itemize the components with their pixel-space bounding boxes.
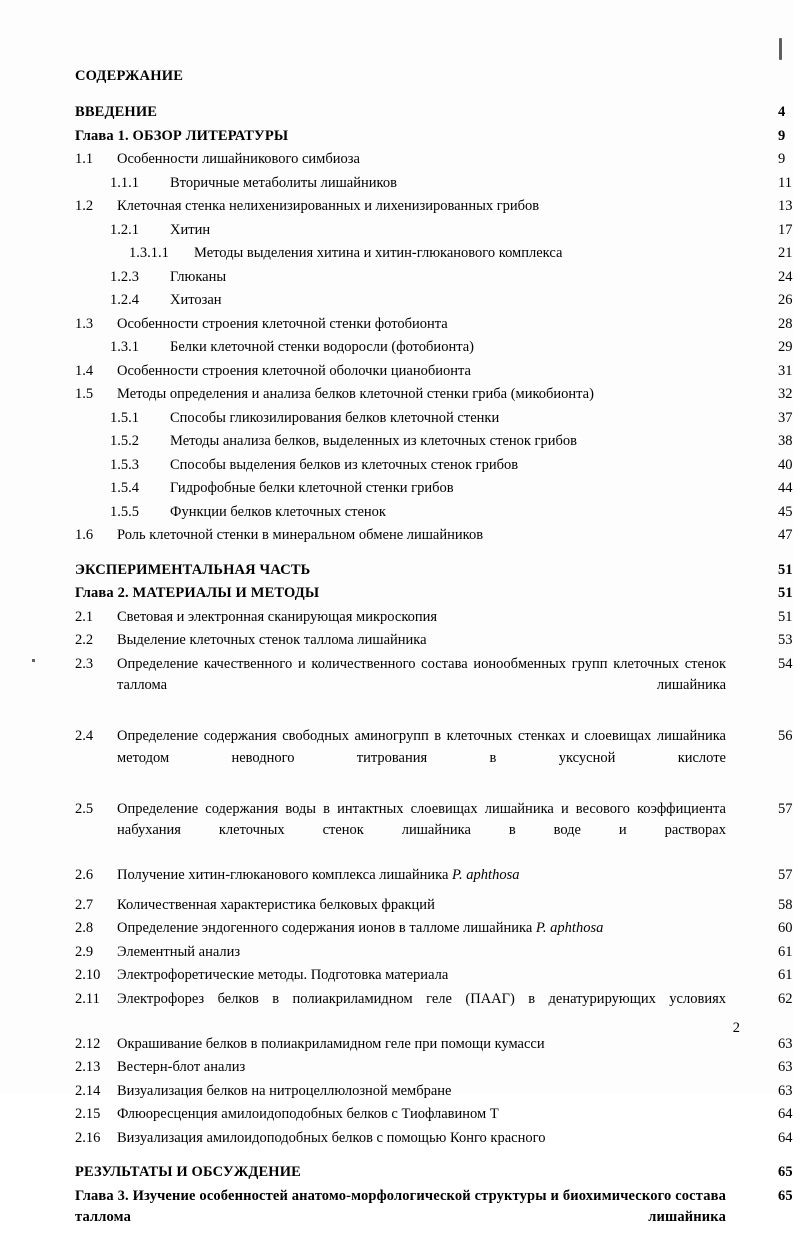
toc-entry-row[interactable] bbox=[75, 918, 793, 940]
toc-entry-label: Особенности строения клеточной стенки фотобионта bbox=[117, 315, 448, 332]
toc-entry-number: 1.5.1 bbox=[110, 409, 139, 426]
toc-entry-number: 1.6 bbox=[75, 527, 94, 543]
toc-heading-row[interactable] bbox=[75, 1186, 793, 1251]
toc-heading-row[interactable] bbox=[75, 1162, 793, 1184]
toc-entry-page-number: 56 bbox=[778, 728, 793, 744]
toc-entry-label: Определение содержания воды в интактных слоевищах лишайника и весового коэффициента набухания клеточных стенок лишайника в воде и растворах bbox=[117, 800, 726, 838]
toc-entry-label: Вестерн-блот анализ bbox=[117, 1059, 246, 1075]
scan-artifact-top-right bbox=[779, 38, 782, 60]
toc-entry-label: Электрофоретические методы. Подготовка материала bbox=[117, 967, 449, 983]
toc-entry-row[interactable] bbox=[75, 865, 793, 887]
toc-entry-row[interactable] bbox=[75, 607, 793, 629]
toc-entry-number: 1.5.3 bbox=[110, 456, 139, 473]
toc-entry-label: Методы анализа белков, выделенных из клеточных стенок грибов bbox=[170, 433, 577, 449]
toc-entry-row[interactable] bbox=[75, 1081, 793, 1103]
toc-entry-page-number: 65 bbox=[778, 1164, 793, 1180]
toc-entry-page-number: 21 bbox=[778, 245, 793, 261]
toc-entry-page-number: 64 bbox=[778, 1106, 793, 1122]
toc-entry-page-number: 51 bbox=[778, 608, 793, 625]
toc-entry-row[interactable] bbox=[75, 384, 793, 406]
toc-entry-row[interactable] bbox=[75, 220, 793, 242]
toc-entry-row[interactable] bbox=[75, 361, 793, 383]
toc-entry-number: 2.8 bbox=[75, 920, 94, 936]
toc-entry-row[interactable] bbox=[75, 1104, 793, 1126]
toc-heading-row[interactable] bbox=[75, 102, 786, 124]
scan-artifact-left-margin bbox=[32, 659, 35, 662]
toc-entry-number: 1.2.4 bbox=[110, 292, 139, 308]
toc-entry-number: 2.11 bbox=[75, 990, 100, 1007]
toc-entry-number: 1.5.2 bbox=[110, 433, 139, 449]
toc-entry-row[interactable] bbox=[75, 149, 786, 171]
toc-entry-page-number: 47 bbox=[778, 527, 793, 543]
toc-entry-number: 2.4 bbox=[75, 728, 94, 744]
toc-entry-page-number: 58 bbox=[778, 896, 793, 913]
toc-entry-page-number: 64 bbox=[778, 1129, 793, 1146]
toc-entry-page-number: 38 bbox=[778, 433, 793, 449]
toc-entry-row[interactable] bbox=[75, 726, 793, 791]
toc-entry-label: Определение содержания свободных аминогрупп в клеточных стенках и слоевищах лишайника методом неводного титрования в уксусной кислоте bbox=[117, 728, 726, 766]
toc-entry-row[interactable] bbox=[75, 1057, 793, 1079]
toc-entry-label: Гидрофобные белки клеточной стенки грибов bbox=[170, 480, 454, 496]
toc-entry-number: 1.5.4 bbox=[110, 480, 139, 496]
toc-entry-number: 2.13 bbox=[75, 1059, 101, 1075]
toc-entry-number: 1.2 bbox=[75, 198, 94, 214]
vertical-spacer bbox=[75, 549, 740, 560]
toc-entry-label: Определение эндогенного содержания ионов в талломе лишайника P. aphthosa bbox=[117, 920, 604, 936]
toc-entry-number: 1.2.1 bbox=[110, 221, 139, 238]
toc-entry-row[interactable] bbox=[75, 654, 793, 719]
toc-entry-row[interactable] bbox=[75, 1034, 793, 1056]
toc-entry-page-number: 63 bbox=[778, 1082, 793, 1099]
toc-entry-label: Элементный анализ bbox=[117, 943, 241, 960]
toc-entry-number: 1.3.1 bbox=[110, 339, 139, 355]
toc-entry-page-number: 61 bbox=[778, 943, 793, 960]
toc-entry-number: 2.15 bbox=[75, 1106, 101, 1122]
toc-entry-row[interactable] bbox=[75, 525, 793, 547]
toc-heading-row[interactable] bbox=[75, 560, 793, 582]
toc-entry-row[interactable] bbox=[75, 267, 793, 289]
toc-entry-page-number: 63 bbox=[778, 1035, 793, 1052]
toc-entry-label: Методы определения и анализа белков клеточной стенки гриба (микобионта) bbox=[117, 386, 594, 402]
toc-entry-page-number: 44 bbox=[778, 480, 793, 496]
toc-entry-number: 2.12 bbox=[75, 1035, 101, 1052]
toc-entry-row[interactable] bbox=[75, 290, 793, 312]
toc-entry-row[interactable] bbox=[75, 314, 793, 336]
toc-entry-page-number: 17 bbox=[778, 221, 793, 238]
toc-entry-row[interactable] bbox=[75, 965, 793, 987]
toc-entry-page-number: 54 bbox=[778, 655, 793, 672]
toc-entry-page-number: 24 bbox=[778, 268, 793, 285]
toc-entry-row[interactable] bbox=[75, 1128, 793, 1150]
table-of-contents bbox=[75, 68, 793, 1252]
toc-entry-label: Белки клеточной стенки водоросли (фотобионта) bbox=[170, 339, 474, 355]
toc-entry-page-number: 57 bbox=[778, 800, 793, 817]
toc-entry-number: 1.3 bbox=[75, 315, 94, 332]
toc-heading-label: Глава 1. ОБЗОР ЛИТЕРАТУРЫ bbox=[75, 127, 289, 144]
toc-entry-label: Световая и электронная сканирующая микроскопия bbox=[117, 608, 438, 625]
toc-entry-row[interactable] bbox=[75, 196, 793, 218]
toc-entry-number: 2.2 bbox=[75, 632, 94, 648]
toc-entry-number: 1.5 bbox=[75, 386, 94, 402]
toc-entry-label: Методы выделения хитина и хитин-глюканового комплекса bbox=[194, 245, 563, 261]
toc-entry-label: Визуализация белков на нитроцеллюлозной мембране bbox=[117, 1082, 452, 1099]
toc-entry-label: Хитозан bbox=[170, 292, 222, 308]
toc-entry-number: 1.2.3 bbox=[110, 268, 139, 285]
toc-entry-label: Визуализация амилоидоподобных белков с помощью Конго красного bbox=[117, 1129, 546, 1146]
toc-entry-number: 2.9 bbox=[75, 943, 94, 960]
toc-entry-row[interactable] bbox=[75, 243, 793, 265]
toc-entry-row[interactable] bbox=[75, 455, 793, 477]
toc-entry-label: Способы гликозилирования белков клеточной стенки bbox=[170, 409, 500, 426]
toc-entry-row[interactable] bbox=[75, 337, 793, 359]
toc-entry-page-number: 31 bbox=[778, 362, 793, 379]
toc-entry-page-number: 60 bbox=[778, 920, 793, 936]
toc-entry-row[interactable] bbox=[75, 630, 793, 652]
toc-entry-page-number: 61 bbox=[778, 967, 793, 983]
toc-entry-number: 2.14 bbox=[75, 1082, 101, 1099]
toc-entry-label: Выделение клеточных стенок таллома лишайника bbox=[117, 632, 427, 648]
toc-heading-label: Глава 2. МАТЕРИАЛЫ И МЕТОДЫ bbox=[75, 585, 320, 601]
toc-entry-label: Функции белков клеточных стенок bbox=[170, 503, 386, 520]
toc-entry-number: 1.5.5 bbox=[110, 503, 139, 520]
toc-entry-number: 1.4 bbox=[75, 362, 94, 379]
toc-entry-label: Окрашивание белков в полиакриламидном геле при помощи кумасси bbox=[117, 1035, 545, 1052]
toc-entry-number: 2.3 bbox=[75, 655, 94, 672]
toc-entry-page-number: 4 bbox=[778, 104, 786, 120]
page-title: СОДЕРЖАНИЕ bbox=[75, 68, 184, 84]
toc-entry-page-number: 65 bbox=[778, 1187, 793, 1204]
toc-entry-label: Способы выделения белков из клеточных стенок грибов bbox=[170, 456, 519, 473]
toc-entry-label: Клеточная стенка нелихенизированных и лихенизированных грибов bbox=[117, 198, 540, 214]
toc-entry-label: Хитин bbox=[170, 221, 211, 238]
toc-entry-number: 2.1 bbox=[75, 608, 94, 625]
toc-entry-page-number: 57 bbox=[778, 867, 793, 883]
toc-entry-page-number: 29 bbox=[778, 339, 793, 355]
toc-entry-row[interactable] bbox=[75, 173, 792, 195]
toc-entry-list bbox=[75, 102, 793, 1250]
toc-entry-number: 1.1.1 bbox=[110, 174, 139, 191]
toc-entry-label: Особенности строения клеточной оболочки цианобионта bbox=[117, 362, 471, 379]
vertical-spacer bbox=[75, 1151, 740, 1162]
toc-entry-number: 2.6 bbox=[75, 867, 94, 883]
toc-entry-page-number: 9 bbox=[778, 151, 786, 167]
toc-entry-page-number: 62 bbox=[778, 990, 793, 1007]
page-number-folio: 2 bbox=[732, 1020, 740, 1036]
toc-entry-label: Роль клеточной стенки в минеральном обмене лишайников bbox=[117, 527, 484, 543]
toc-entry-label: Особенности лишайникового симбиоза bbox=[117, 151, 360, 167]
toc-entry-page-number: 45 bbox=[778, 503, 793, 520]
toc-entry-number: 2.16 bbox=[75, 1129, 101, 1146]
toc-entry-row[interactable] bbox=[75, 799, 793, 864]
toc-entry-page-number: 53 bbox=[778, 632, 793, 648]
toc-heading-label: ЭКСПЕРИМЕНТАЛЬНАЯ ЧАСТЬ bbox=[75, 561, 311, 578]
toc-entry-page-number: 37 bbox=[778, 409, 793, 426]
toc-entry-row[interactable] bbox=[75, 942, 793, 964]
toc-entry-label: Электрофорез белков в полиакриламидном геле (ПААГ) в денатурирующих условиях bbox=[117, 990, 726, 1007]
toc-heading-label: ВВЕДЕНИЕ bbox=[75, 104, 158, 120]
toc-entry-label: Количественная характеристика белковых фракций bbox=[117, 896, 435, 913]
toc-entry-page-number: 51 bbox=[778, 585, 793, 601]
toc-entry-page-number: 63 bbox=[778, 1059, 793, 1075]
toc-entry-row[interactable] bbox=[75, 989, 793, 1032]
toc-entry-page-number: 51 bbox=[778, 561, 793, 578]
toc-entry-row[interactable] bbox=[75, 431, 793, 453]
toc-entry-page-number: 11 bbox=[778, 174, 792, 191]
toc-heading-label: Глава 3. Изучение особенностей анатомо-морфологической структуры и биохимического состава таллома лишайника bbox=[75, 1187, 726, 1225]
toc-entry-label: Вторичные метаболиты лишайников bbox=[170, 174, 397, 191]
toc-entry-label: Получение хитин-глюканового комплекса лишайника P. aphthosa bbox=[117, 867, 520, 883]
toc-heading-row[interactable] bbox=[75, 583, 793, 605]
toc-entry-number: 1.1 bbox=[75, 151, 94, 167]
toc-entry-page-number: 40 bbox=[778, 456, 793, 473]
toc-entry-number: 2.10 bbox=[75, 967, 101, 983]
toc-heading-label: РЕЗУЛЬТАТЫ И ОБСУЖДЕНИЕ bbox=[75, 1164, 301, 1180]
toc-entry-page-number: 26 bbox=[778, 292, 793, 308]
toc-entry-number: 2.7 bbox=[75, 896, 94, 913]
toc-entry-label: Определение качественного и количественного состава ионообменных групп клеточных стенок таллома лишайника bbox=[117, 655, 726, 693]
toc-entry-label: Глюканы bbox=[170, 268, 227, 285]
toc-entry-row[interactable] bbox=[75, 895, 793, 917]
toc-entry-number: 2.5 bbox=[75, 800, 94, 817]
toc-entry-row[interactable] bbox=[75, 408, 793, 430]
toc-entry-page-number: 9 bbox=[778, 127, 786, 144]
toc-entry-row[interactable] bbox=[75, 502, 793, 524]
toc-entry-page-number: 13 bbox=[778, 198, 793, 214]
toc-entry-row[interactable] bbox=[75, 478, 793, 500]
toc-heading-row[interactable] bbox=[75, 126, 786, 148]
toc-entry-label: Флюоресценция амилоидоподобных белков с Тиофлавином Т bbox=[117, 1106, 499, 1122]
toc-entry-page-number: 32 bbox=[778, 386, 793, 402]
toc-entry-number: 1.3.1.1 bbox=[129, 245, 169, 261]
toc-entry-page-number: 28 bbox=[778, 315, 793, 332]
